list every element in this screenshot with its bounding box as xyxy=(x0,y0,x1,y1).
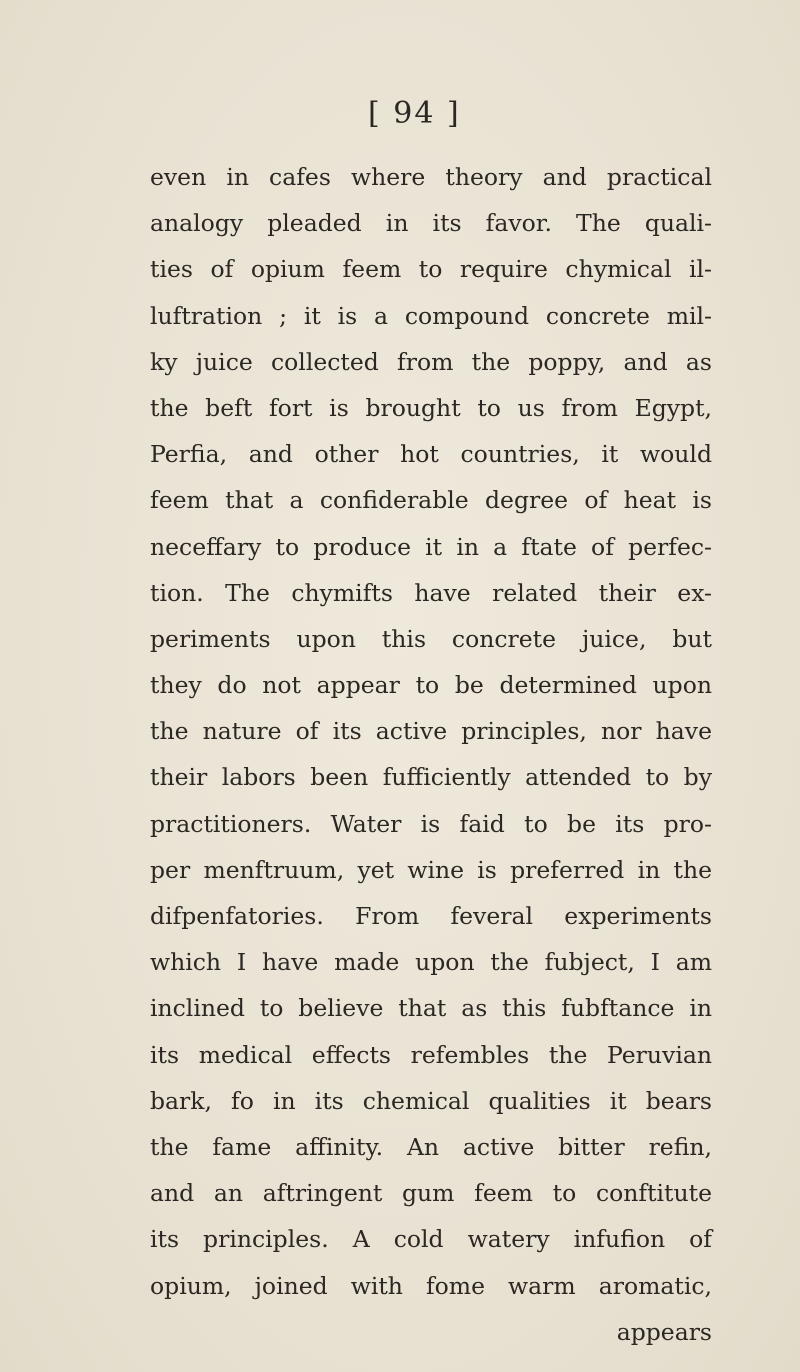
text-line: they do not appear to be determined upon xyxy=(150,671,712,700)
body-text xyxy=(150,154,712,1355)
text-line: luftration ; it is a compound concrete mil- xyxy=(150,301,712,330)
text-line: neceffary to produce it in a ftate of perfec- xyxy=(150,532,712,561)
text-line: difpenfatories. From feveral experiments xyxy=(150,902,712,930)
text-line: opium, joined with fome warm aromatic, xyxy=(150,1271,712,1300)
text-line: periments upon this concrete juice, but xyxy=(150,624,712,653)
text-line: their labors been fufficiently attended to by xyxy=(150,763,712,792)
text-line: the beft fort is brought to us from Egypt, xyxy=(150,393,712,422)
text-line: ties of opium feem to require chymical il- xyxy=(150,255,712,284)
text-line: practitioners. Water is faid to be its pro- xyxy=(150,809,712,838)
text-line: and an aftringent gum feem to conftitute xyxy=(150,1179,712,1208)
text-line: the nature of its active principles, nor have xyxy=(150,717,712,746)
text-line: inclined to believe that as this fubftance in xyxy=(150,994,712,1023)
text-line: per menftruum, yet wine is preferred in the xyxy=(150,855,712,884)
text-line: bark, fo in its chemical qualities it bears xyxy=(150,1086,712,1115)
text-line: analogy pleaded in its favor. The quali- xyxy=(150,209,712,238)
text-line: Perfia, and other hot countries, it would xyxy=(150,440,712,469)
text-line: tion. The chymifts have related their ex- xyxy=(150,578,712,607)
text-line: even in cafes where theory and practical xyxy=(150,163,712,191)
text-line: which I have made upon the fubject, I am xyxy=(150,948,712,977)
catchword: appears xyxy=(616,1317,712,1346)
text-line: its principles. A cold watery infufion of xyxy=(150,1225,712,1254)
text-line: feem that a confiderable degree of heat is xyxy=(150,486,712,515)
text-line: ky juice collected from the poppy, and as xyxy=(150,347,712,376)
text-line: its medical effects refembles the Peruvian xyxy=(150,1040,712,1069)
page-number: [ 94 ] xyxy=(368,96,461,131)
text-line: the fame affinity. An active bitter refin, xyxy=(150,1132,712,1161)
